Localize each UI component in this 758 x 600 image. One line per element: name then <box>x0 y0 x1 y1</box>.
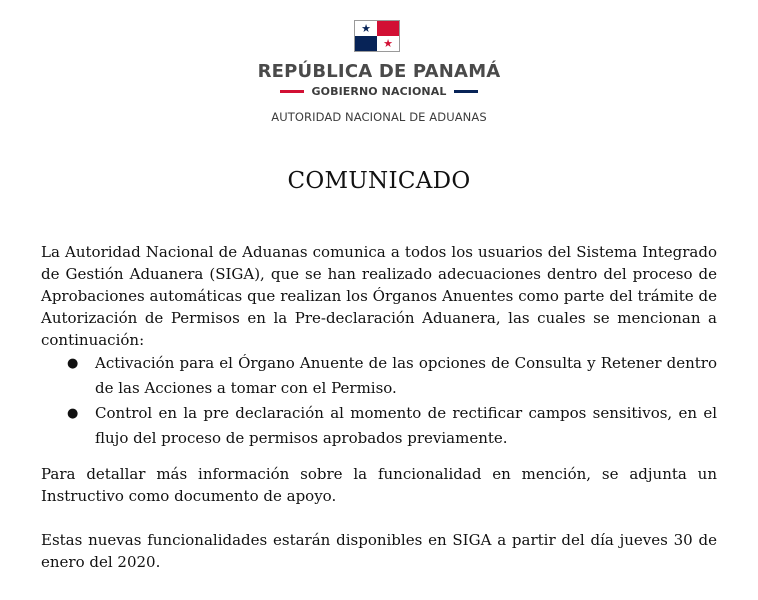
blue-divider <box>454 90 478 93</box>
authority-name: AUTORIDAD NACIONAL DE ADUANAS <box>271 110 487 124</box>
red-divider <box>280 90 304 93</box>
paragraph-availability: Estas nuevas funcionalidades estarán disponibles en SIGA a partir del día jueves 30 de enero del 2020. <box>41 531 717 571</box>
bullet-icon: ● <box>67 356 79 371</box>
bullet-text: Control en la pre declaración al momento de rectificar campos sensitivos, en el flujo del proceso de permisos aprobados previamente. <box>95 404 717 447</box>
red-star-icon: ★ <box>383 37 393 50</box>
bullet-text: Activación para el Órgano Anuente de las opciones de Consulta y Retener dentro de las Acciones a tomar con el Permiso. <box>95 354 717 397</box>
document-title: COMUNICADO <box>287 168 471 194</box>
bullet-list <box>41 351 717 451</box>
panama-flag-icon <box>354 20 400 52</box>
blue-star-icon: ★ <box>361 22 371 35</box>
list-item <box>41 351 717 401</box>
paragraph-intro: La Autoridad Nacional de Aduanas comunica a todos los usuarios del Sistema Integrado de Gestión Aduanera (SIGA), que se han realizado adecuaciones dentro del proceso de Aprobaciones automáticas que realizan los Órganos Anuentes como parte del trámite de Autorización de Permisos en la Pre-declaración Aduanera, las cuales se mencionan a continuación: <box>41 243 717 349</box>
government-row <box>0 85 758 98</box>
paragraph-instructions: Para detallar más información sobre la funcionalidad en mención, se adjunta un Instructivo como documento de apoyo. <box>41 465 717 505</box>
list-item <box>41 401 717 451</box>
republic-name: REPÚBLICA DE PANAMÁ <box>257 61 501 82</box>
government-label: GOBIERNO NACIONAL <box>311 85 447 98</box>
bullet-icon: ● <box>67 406 79 421</box>
